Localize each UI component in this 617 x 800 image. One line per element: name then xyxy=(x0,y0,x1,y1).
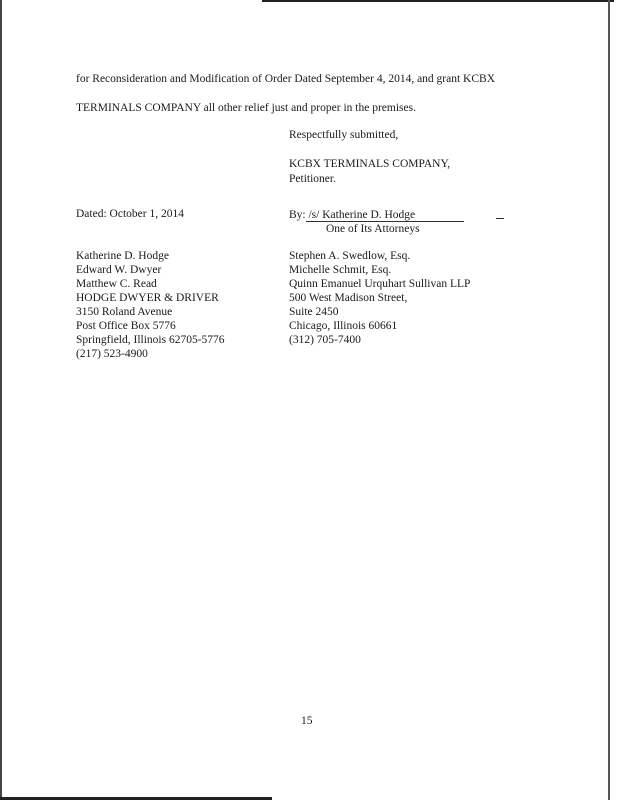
body-line-2: TERMINALS COMPANY all other relief just and proper in the premises. xyxy=(76,102,416,114)
left-counsel-line: HODGE DWYER & DRIVER xyxy=(76,292,219,304)
right-counsel-line: Suite 2450 xyxy=(289,306,339,318)
page-number: 15 xyxy=(301,715,313,727)
company-name: KCBX TERMINALS COMPANY, xyxy=(289,158,451,170)
dated-line: Dated: October 1, 2014 xyxy=(76,208,184,220)
left-counsel-line: Post Office Box 5776 xyxy=(76,320,176,332)
signature-underline-tail xyxy=(496,218,504,219)
scan-edge-right xyxy=(608,0,610,800)
right-counsel-line: (312) 705-7400 xyxy=(289,334,361,346)
right-counsel-line: Michelle Schmit, Esq. xyxy=(289,264,392,276)
body-line-1: for Reconsideration and Modification of Order Dated September 4, 2014, and grant KCBX xyxy=(76,73,496,85)
left-counsel-line: (217) 523-4900 xyxy=(76,348,148,360)
left-counsel-line: Edward W. Dwyer xyxy=(76,264,162,276)
left-counsel-line: Matthew C. Read xyxy=(76,278,157,290)
left-counsel-line: 3150 Roland Avenue xyxy=(76,306,173,318)
signature-caption: One of Its Attorneys xyxy=(326,223,420,235)
respectfully-submitted: Respectfully submitted, xyxy=(289,129,399,141)
right-counsel-line: Stephen A. Swedlow, Esq. xyxy=(289,250,411,262)
right-counsel-line: Quinn Emanuel Urquhart Sullivan LLP xyxy=(289,278,471,290)
petitioner-label: Petitioner. xyxy=(289,173,336,185)
left-counsel-line: Katherine D. Hodge xyxy=(76,250,169,262)
scan-edge-left xyxy=(0,0,2,800)
signature-by-line: By: /s/ Katherine D. Hodge xyxy=(289,209,416,221)
right-counsel-line: Chicago, Illinois 60661 xyxy=(289,320,398,332)
left-counsel-line: Springfield, Illinois 62705-5776 xyxy=(76,334,225,346)
right-counsel-line: 500 West Madison Street, xyxy=(289,292,408,304)
scan-edge-top xyxy=(262,0,614,2)
